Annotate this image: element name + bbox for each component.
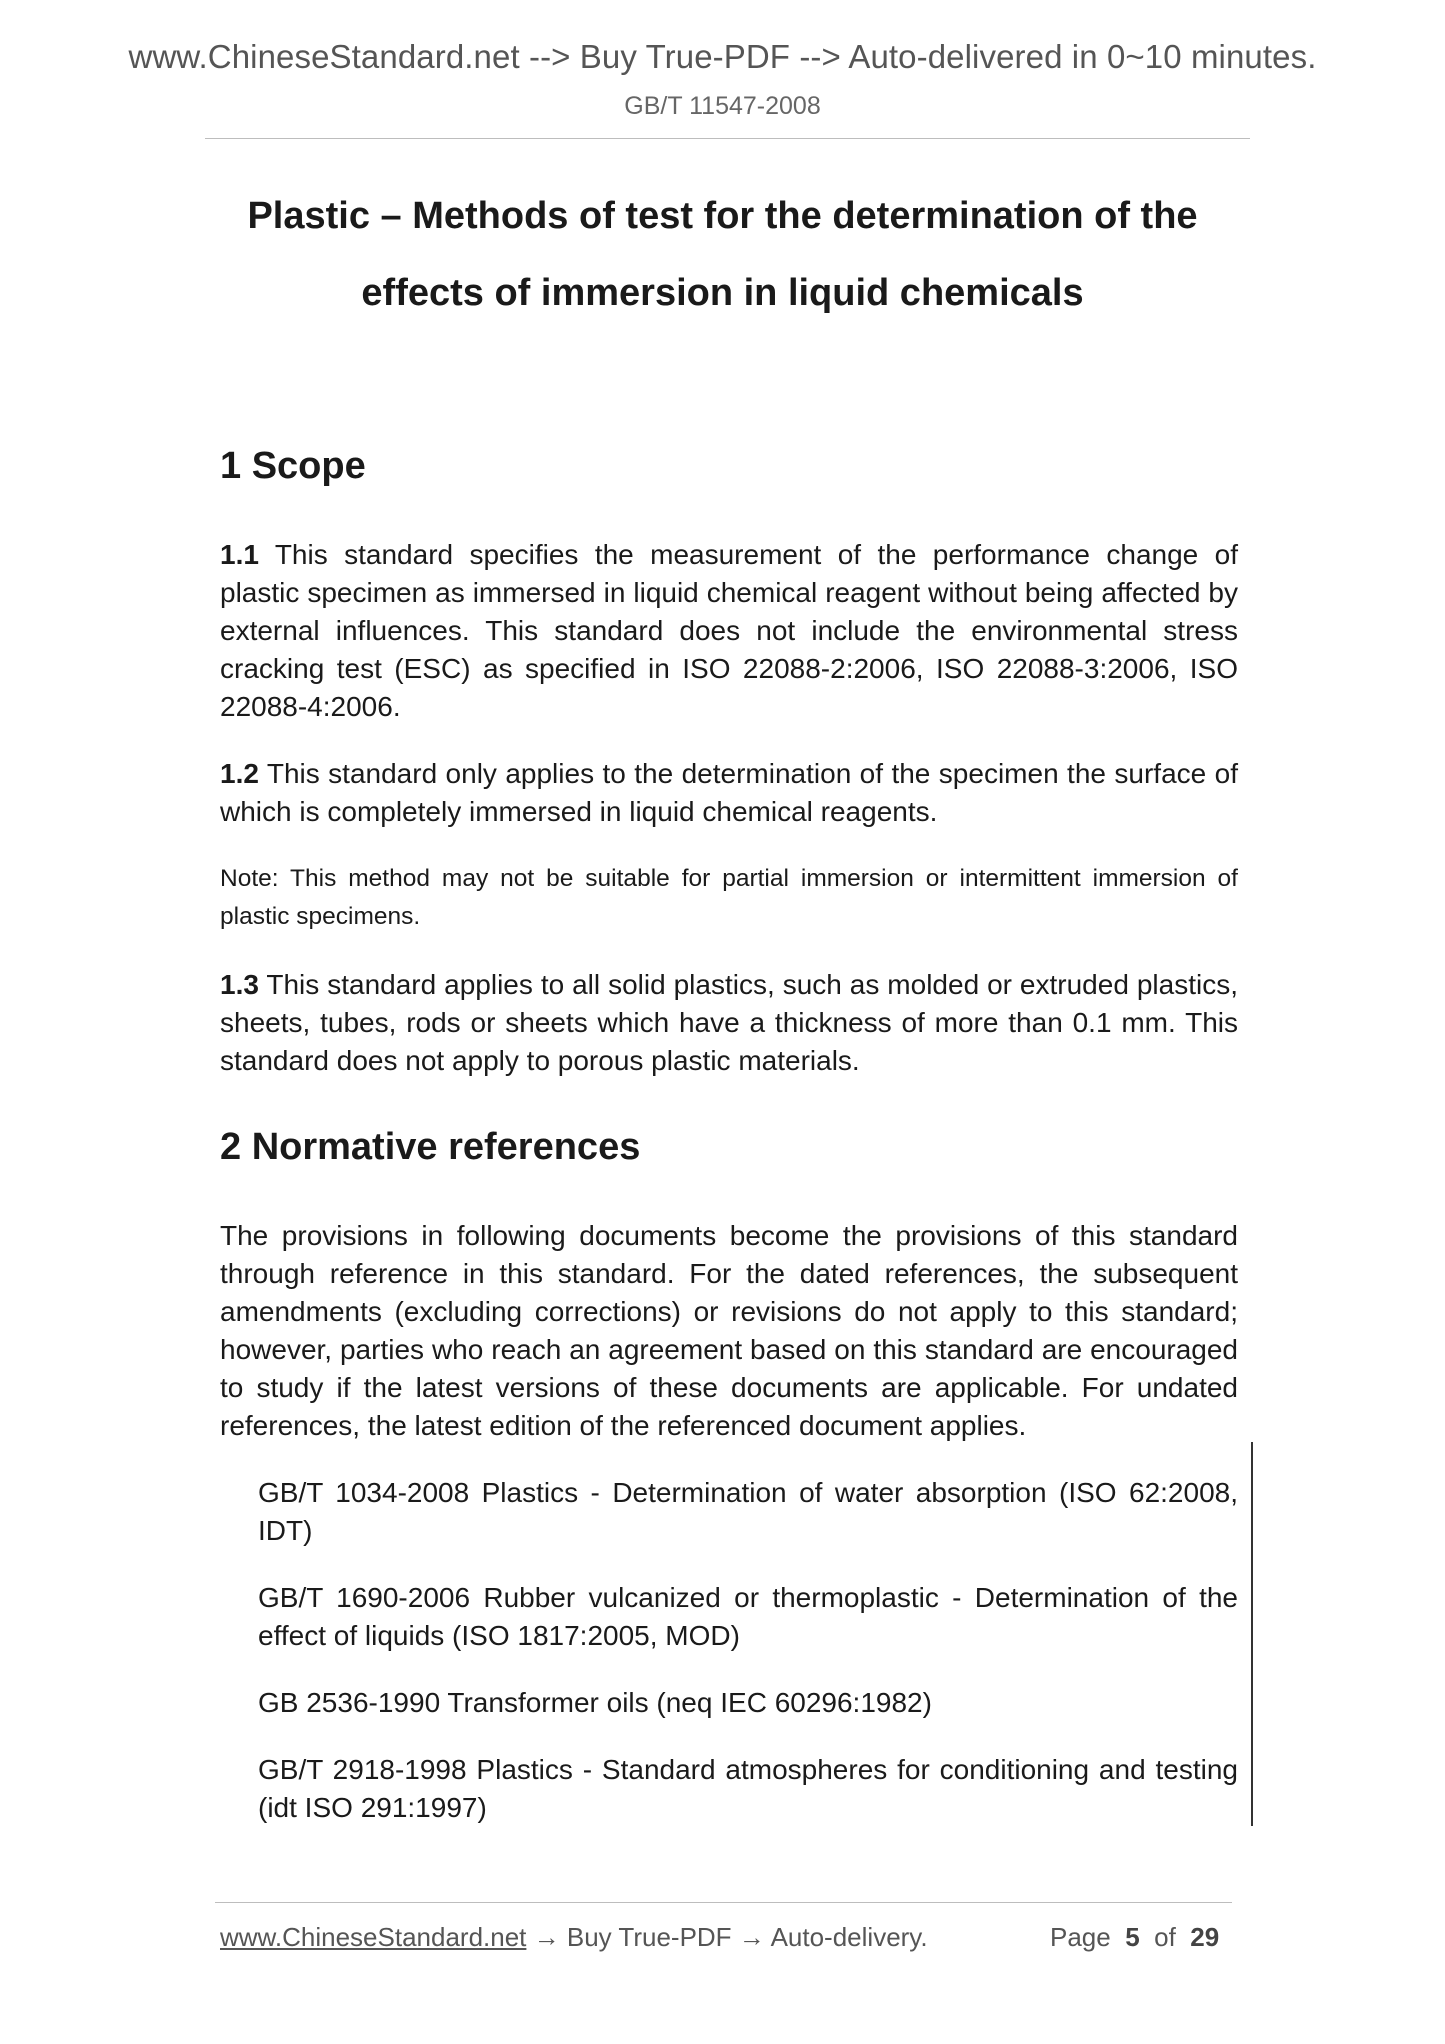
page-total: 29: [1190, 1922, 1220, 1952]
revision-bar: [1251, 1442, 1253, 1826]
header-banner: www.ChineseStandard.net --> Buy True-PDF --> Auto-delivered in 0~10 minutes.: [128, 38, 1317, 75]
page-of-label: of: [1154, 1922, 1176, 1952]
footer-promo: [220, 1922, 928, 1953]
header-divider: [205, 138, 1250, 139]
clause-1-2-text: This standard only applies to the determination of the specimen the surface of which is completely immersed in liquid chemical reagents.: [220, 758, 1238, 827]
clause-1-3-text: This standard applies to all solid plastics, such as molded or extruded plastics, sheets, tubes, rods or sheets which have a thickness of more than 0.1 mm. This standard does not apply to porous plastic materials.: [220, 969, 1238, 1076]
section-2-intro: The provisions in following documents become the provisions of this standard through reference in this standard. For the dated references, the subsequent amendments (excluding corrections) or revisions do not apply to this standard; however, parties who reach an agreement based on this standard are encouraged to study if the latest versions of these documents are applicable. For undated references, the latest edition of the referenced document applies.: [220, 1220, 1238, 1441]
standard-code: GB/T 11547-2008: [624, 92, 821, 120]
title-line-2: effects of immersion in liquid chemicals: [361, 272, 1084, 314]
clause-1-1: [220, 536, 1238, 726]
clause-1-2: [220, 755, 1238, 831]
document-title: [200, 178, 1245, 332]
title-line-1: Plastic – Methods of test for the determination of the: [247, 195, 1198, 237]
clause-1-3-number: 1.3: [220, 969, 259, 1000]
footer-promo-text: → Buy True-PDF → Auto-delivery.: [526, 1922, 928, 1952]
page-current: 5: [1125, 1922, 1140, 1952]
clause-1-1-text: This standard specifies the measurement of the performance change of plastic specimen as immersed in liquid chemical reagent without being affected by external influences. This standard does not include the environmental stress cracking test (ESC) as specified in ISO 22088-2:2006, ISO 22088-3:2006, ISO 22088-4:2006.: [220, 539, 1238, 722]
section-2-heading: 2 Normative references: [220, 1126, 641, 1168]
clause-1-1-number: 1.1: [220, 539, 259, 570]
footer-site-link[interactable]: www.ChineseStandard.net: [220, 1922, 527, 1952]
page-label: Page: [1050, 1922, 1111, 1952]
reference-item: GB/T 2918-1998 Plastics - Standard atmospheres for conditioning and testing (idt ISO 291:1997): [258, 1754, 1238, 1823]
reference-item: GB/T 1034-2008 Plastics - Determination of water absorption (ISO 62:2008, IDT): [258, 1477, 1238, 1546]
page-indicator: [1050, 1922, 1219, 1953]
clause-1-2-note: Note: This method may not be suitable for partial immersion or intermittent immersion of plastic specimens.: [220, 865, 1238, 930]
section-1-heading: 1 Scope: [220, 445, 366, 487]
clause-1-3: [220, 966, 1238, 1080]
clause-1-2-number: 1.2: [220, 758, 259, 789]
reference-item: GB 2536-1990 Transformer oils (neq IEC 60296:1982): [258, 1687, 932, 1718]
footer-divider: [215, 1902, 1232, 1903]
reference-item: GB/T 1690-2006 Rubber vulcanized or thermoplastic - Determination of the effect of liquids (ISO 1817:2005, MOD): [258, 1582, 1238, 1651]
